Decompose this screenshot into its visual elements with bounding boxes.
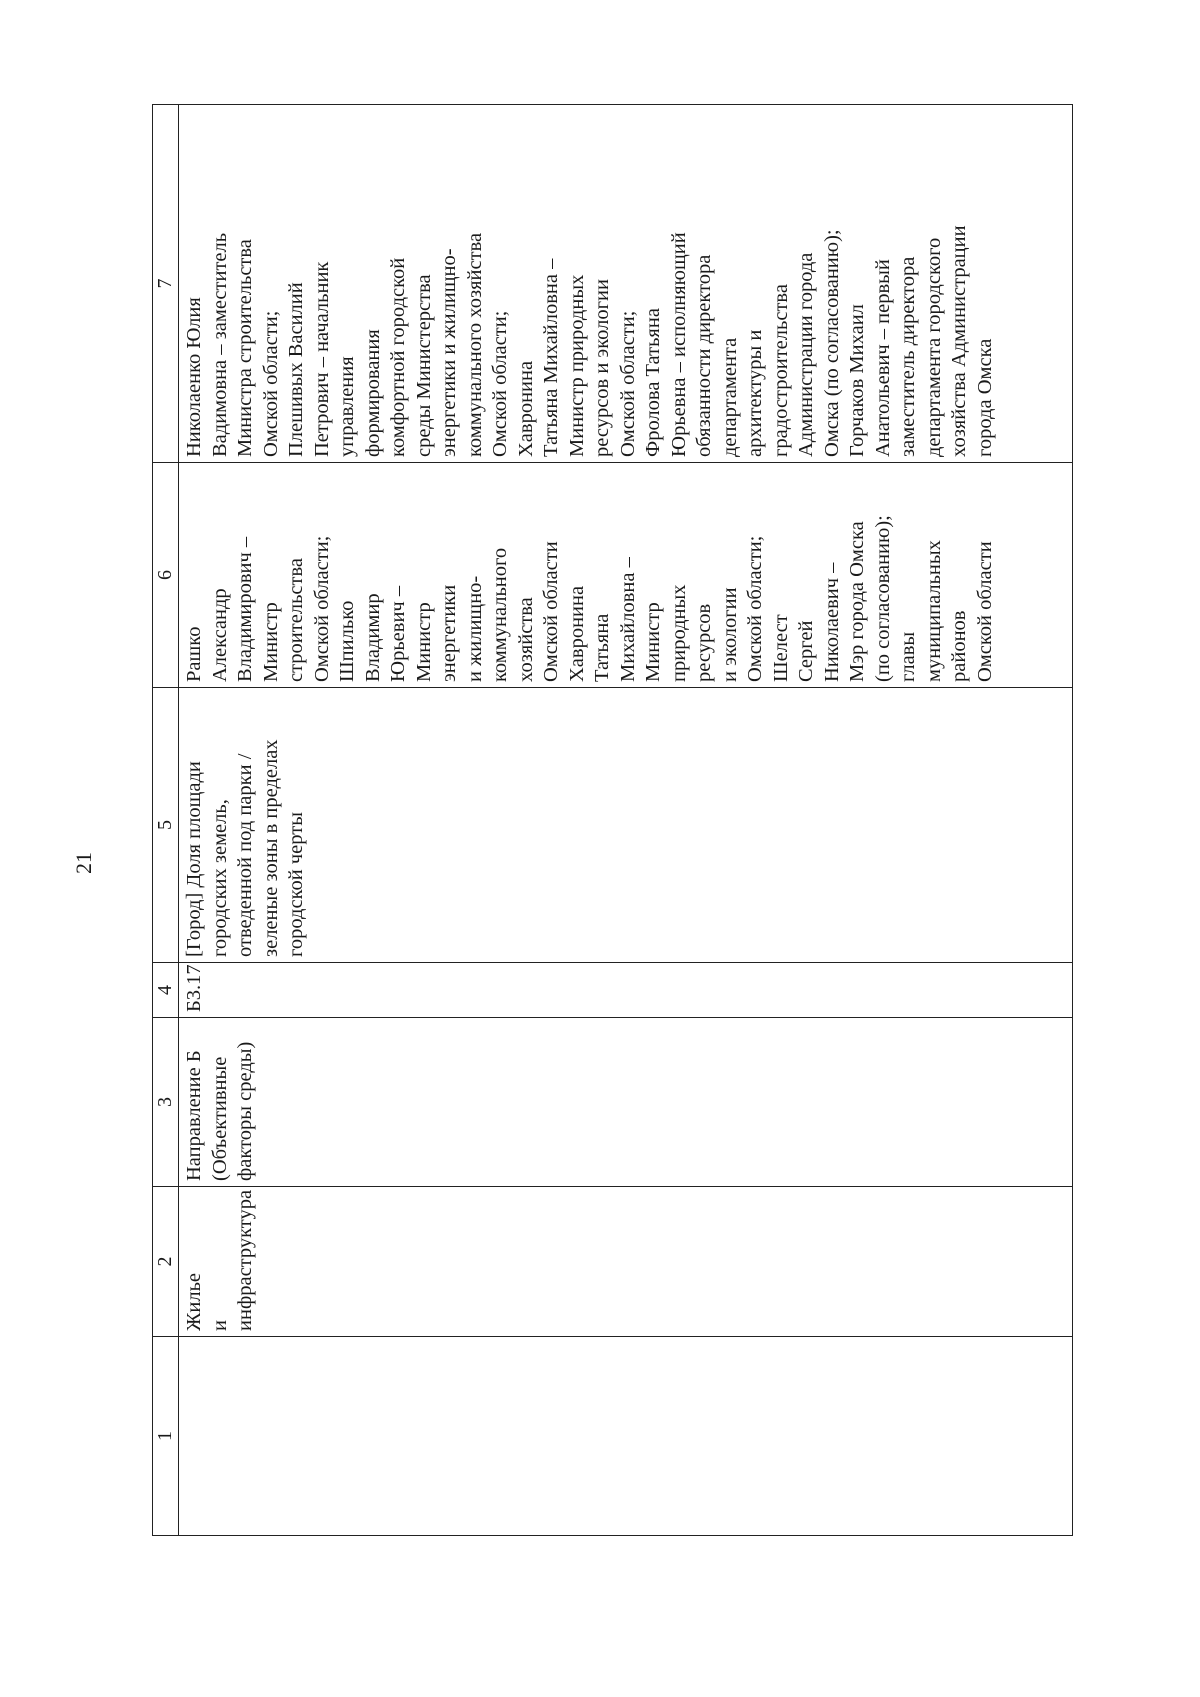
cell-sphere: Жилье и инфраструктура — [179, 1187, 1073, 1337]
cell-direction: Направление Б (Объективные факторы среды) — [179, 1018, 1073, 1187]
header-col-3: 3 — [153, 1018, 179, 1187]
cell-indicator: [Город] Доля площади городских земель, отведенной под парки / зеленые зоны в пределах городской черты — [179, 688, 1073, 963]
header-col-1: 1 — [153, 1337, 179, 1536]
cell-number — [179, 1337, 1073, 1536]
header-row — [153, 105, 179, 1536]
document-table — [152, 105, 1073, 1536]
header-col-4: 4 — [153, 963, 179, 1018]
header-col-5: 5 — [153, 688, 179, 963]
header-col-7: 7 — [153, 105, 179, 463]
table-row — [179, 105, 1073, 1536]
header-col-6: 6 — [153, 463, 179, 688]
cell-code: Б3.17 — [179, 963, 1073, 1018]
cell-executors: Николаенко Юлия Вадимовна – заместитель Министра строительства Омской области; Плешивых Василий Петрович – начальник управления формирования комфортной городской среды Министерства энергетики и жилищно- коммунального хозяйства Омской области; Хавронина Татьяна Михайловна – Министр природных ресурсов и экологии Омской области; Фролова Татьяна Юрьевна – исполняющий обязанности директора департамента архитектуры и градостроительства Администрации города Омска (по согласованию); Горчаков Михаил Анатольевич – первый заместитель директора департамента городского хозяйства Администрации города Омска — [179, 105, 1073, 463]
header-col-2: 2 — [153, 1187, 179, 1337]
indicator-table — [152, 104, 1073, 1536]
cell-responsible: Рашко Александр Владимирович – Министр строительства Омской области; Шпилько Владимир Юрьевич – Министр энергетики и жилищно- коммунального хозяйства Омской области Хавронина Татьяна Михайловна – Министр природных ресурсов и экологии Омской области; Шелест Сергей Николаевич – Мэр города Омска (по согласованию); главы муниципальных районов Омской области — [179, 463, 1073, 688]
page-number: 21 — [71, 852, 96, 874]
